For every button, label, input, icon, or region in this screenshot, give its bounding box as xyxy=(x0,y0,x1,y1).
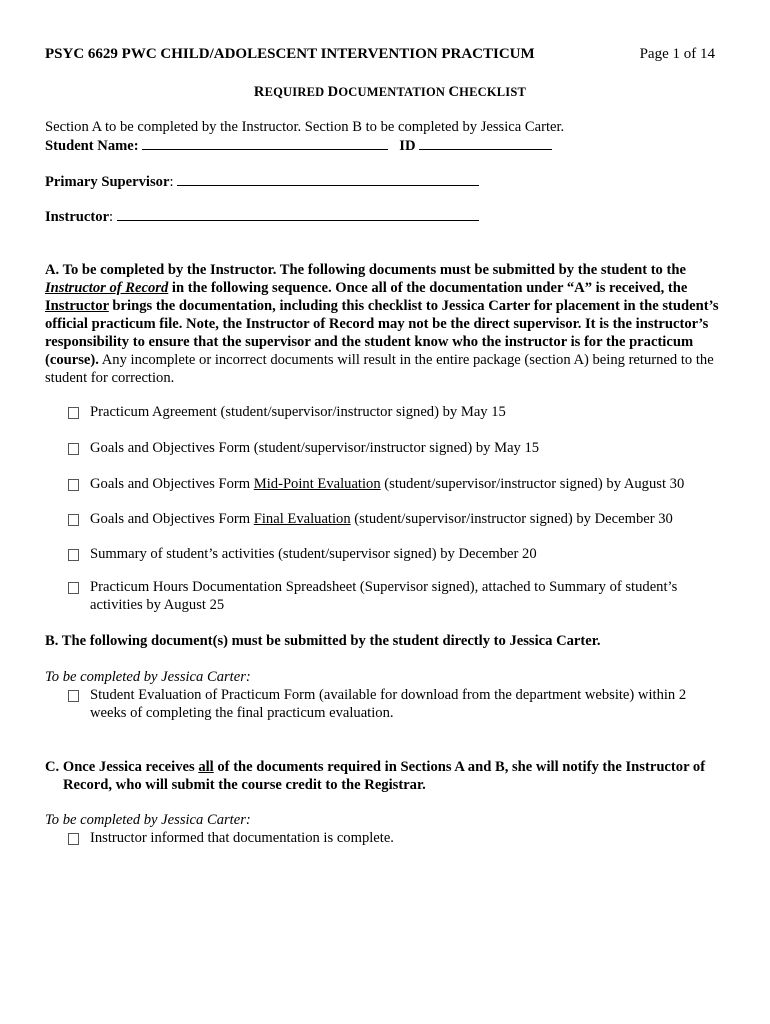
item-label: Goals and Objectives Form Final Evaluation (student/supervisor/instructor signed) by December 30 xyxy=(90,511,673,527)
page-number: Page 1 of 14 xyxy=(639,46,715,62)
student-name-field[interactable] xyxy=(142,136,388,150)
section-b-heading: B. The following document(s) must be submitted by the student directly to Jessica Carter. xyxy=(45,633,601,649)
checkbox[interactable] xyxy=(68,549,79,561)
intro-text: Section A to be completed by the Instructor. Section B to be completed by Jessica Carter. xyxy=(45,119,565,135)
instructor-label: Instructor xyxy=(45,209,110,225)
section-c-completed-by: To be completed by Jessica Carter: xyxy=(45,812,251,828)
checkbox[interactable] xyxy=(68,833,79,845)
instructor-field[interactable] xyxy=(117,207,479,221)
id-label: ID xyxy=(399,138,416,154)
item-label: Goals and Objectives Form Mid-Point Evaluation (student/supervisor/instructor signed) by August 30 xyxy=(90,476,685,492)
item-label: Instructor informed that documentation is complete. xyxy=(90,830,394,846)
checkbox[interactable] xyxy=(68,407,79,419)
course-title: PSYC 6629 PWC CHILD/ADOLESCENT INTERVENTION PRACTICUM xyxy=(45,46,535,62)
section-c-paragraph: C. Once Jessica receives all of the documents required in Sections A and B, she will notify the Instructor of Record, who will submit the course credit to the Registrar. xyxy=(45,759,706,793)
checkbox[interactable] xyxy=(68,443,79,455)
id-field[interactable] xyxy=(419,136,552,150)
checkbox[interactable] xyxy=(68,690,79,702)
item-label: Practicum Hours Documentation Spreadsheet (Supervisor signed), attached to Summary of student’s activities by August 25 xyxy=(90,579,678,613)
checkbox[interactable] xyxy=(68,514,79,526)
checklist-title: REQUIRED DOCUMENTATION CHECKLIST xyxy=(253,84,527,100)
item-label: Summary of student’s activities (student/supervisor signed) by December 20 xyxy=(90,546,537,562)
checkbox[interactable] xyxy=(68,582,79,594)
section-b-completed-by: To be completed by Jessica Carter: xyxy=(45,669,251,685)
student-name-label: Student Name xyxy=(45,138,134,154)
primary-supervisor-field[interactable] xyxy=(177,172,479,186)
student-name-row: Student Name: ID xyxy=(45,136,735,155)
primary-supervisor-label: Primary Supervisor xyxy=(45,174,170,190)
instructor-row: Instructor: xyxy=(45,207,735,226)
item-label: Goals and Objectives Form (student/supervisor/instructor signed) by May 15 xyxy=(90,440,540,456)
item-label: Student Evaluation of Practicum Form (available for download from the department website) within 2 weeks of completing the final practicum evaluation. xyxy=(90,687,687,721)
checkbox[interactable] xyxy=(68,479,79,491)
instructor-of-record-text: Instructor of Record xyxy=(45,280,169,296)
item-label: Practicum Agreement (student/supervisor/instructor signed) by May 15 xyxy=(90,404,506,420)
document-header xyxy=(45,45,715,63)
section-a-paragraph: A. To be completed by the Instructor. The following documents must be submitted by the student to the Instructor of Record in the following sequence. Once all of the documentation under “A” is received, the Instructor brings the documentation, including this checklist to Jessica Carter for placement in the student’s official practicum file. Note, the Instructor of Record may not be the direct supervisor. It is the instructor’s responsibility to ensure that the supervisor and the student know who the instructor is for the practicum (course). Any incomplete or incorrect documents will result in the entire package (section A) being returned to the student for correction. xyxy=(45,262,719,386)
primary-supervisor-row: Primary Supervisor: xyxy=(45,172,735,191)
